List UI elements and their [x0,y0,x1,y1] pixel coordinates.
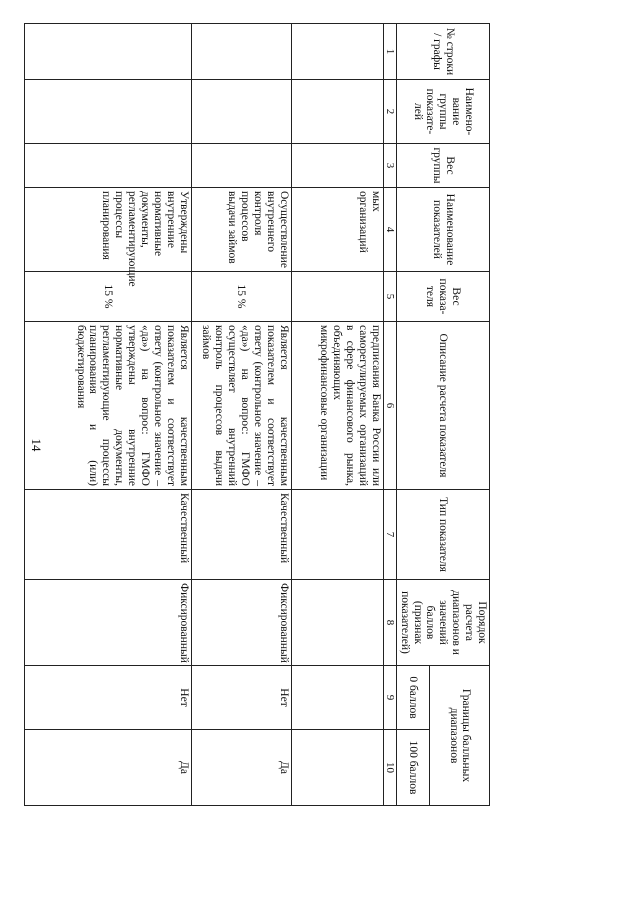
cell-group-weight [291,144,383,188]
cell-indicator-name: Осуществление внутреннего контроля процессов выдачи займов [191,188,291,272]
table-row [25,24,191,806]
column-number: 6 [383,322,396,490]
column-number-row [383,24,396,806]
header-hundred-points: 100 баллов [396,730,429,806]
cell-group-name [191,80,291,144]
cell-description: предписания Банка России или саморегулируемых организаций в сфере финансового рынка, объединяющих микрофинансовые организации [291,322,383,490]
cell-indicator-name: мых организаций [291,188,383,272]
header-indicator-weight: Вес показа- теля [396,272,489,322]
cell-description: Является качественным показателем и соответствует ответу (контрольное значение – «да») на вопрос: ГМФО осуществляет внутренний контроль процессов выдачи займов [191,322,291,490]
header-group-weight: Вес группы [396,144,489,188]
cell-group-weight [25,144,191,188]
cell-indicator-weight [291,272,383,322]
cell-hundred-points: Да [25,730,191,806]
cell-zero-points [291,666,383,730]
header-group-name: Наимено- вание группы показате- лей [396,80,489,144]
cell-row-number [25,24,191,80]
column-number: 5 [383,272,396,322]
cell-calc-order: Фиксированный [25,580,191,666]
header-row-number: № строки / графы [396,24,489,80]
cell-group-weight [191,144,291,188]
cell-group-name [291,80,383,144]
cell-type: Качественный [191,490,291,580]
cell-indicator-weight: 15 % [25,272,191,322]
indicators-table [25,23,491,806]
page-number: 14 [29,438,44,452]
header-zero-points: 0 баллов [396,666,429,730]
cell-indicator-weight: 15 % [191,272,291,322]
column-number: 7 [383,490,396,580]
cell-type [291,490,383,580]
column-number: 3 [383,144,396,188]
cell-zero-points: Нет [25,666,191,730]
header-description: Описание расчета показателя [396,322,489,490]
column-number: 10 [383,730,396,806]
table-row [191,24,291,806]
column-number: 9 [383,666,396,730]
column-number: 2 [383,80,396,144]
cell-hundred-points [291,730,383,806]
cell-calc-order [291,580,383,666]
cell-description: Является качественным показателем и соответствует ответу (контрольное значение – «да») на вопрос: ГМФО утверждены внутренние нормативные документы, регламентирующие процессы планирования и (или) бюджетирования [25,322,191,490]
header-indicator-name: Наименование показателей [396,188,489,272]
cell-row-number [291,24,383,80]
column-number: 4 [383,188,396,272]
table-row [291,24,383,806]
header-row [430,24,490,806]
column-number: 8 [383,580,396,666]
header-calc-order: Порядок расчета диапазонов и значений баллов (признак показателей) [396,580,489,666]
column-number: 1 [383,24,396,80]
header-type: Тип показателя [396,490,489,580]
cell-row-number [191,24,291,80]
cell-hundred-points: Да [191,730,291,806]
cell-group-name [25,80,191,144]
cell-zero-points: Нет [191,666,291,730]
cell-calc-order: Фиксированный [191,580,291,666]
cell-indicator-name: Утверждены внутренние нормативные документы, регламентирующие процессы планирования [25,188,191,272]
cell-type: Качественный [25,490,191,580]
header-score-ranges: Границы балльных диапазонов [430,666,490,806]
